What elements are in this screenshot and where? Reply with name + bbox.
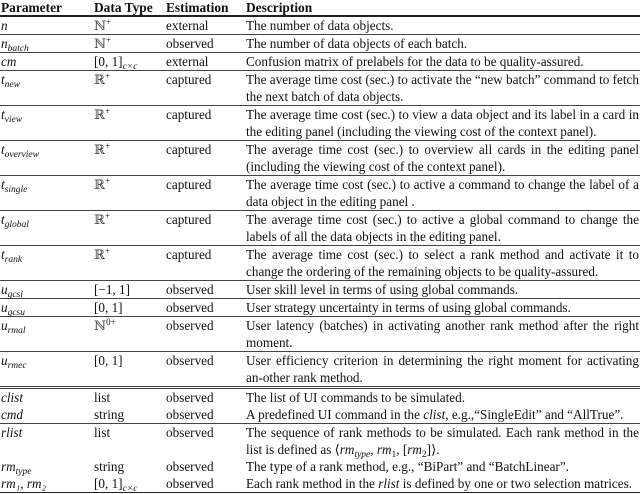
description-text: clist bbox=[423, 407, 446, 422]
parameter-cell bbox=[0, 35, 93, 53]
description-cell bbox=[245, 71, 640, 106]
description-text: A predefined UI command in the bbox=[246, 407, 424, 422]
data-type-value: [0, 1] bbox=[94, 353, 123, 368]
data-type-superscript: + bbox=[104, 106, 111, 116]
data-type-superscript: 0+ bbox=[106, 317, 116, 327]
estimation-cell: external bbox=[165, 16, 245, 35]
parameter-symbol: t bbox=[1, 247, 5, 262]
description-cell bbox=[245, 211, 640, 246]
estimation-cell: observed bbox=[165, 475, 245, 493]
parameter-symbol: t bbox=[1, 107, 5, 122]
parameter-subscript: gcsl bbox=[7, 290, 23, 300]
parameter-subscript: global bbox=[4, 220, 29, 230]
estimation-cell: captured bbox=[165, 176, 245, 211]
data-type-value: string bbox=[94, 407, 125, 422]
parameter-symbol: u bbox=[1, 353, 8, 368]
data-type-cell bbox=[93, 211, 165, 246]
description-text: 2 bbox=[421, 450, 427, 460]
estimation-cell: captured bbox=[165, 71, 245, 106]
data-type-cell bbox=[93, 352, 165, 388]
parameter-cell bbox=[0, 388, 93, 407]
description-text: The average time cost (sec.) to select a rank method and activate it to change the ordering of the remaining objects to be quality-assured. bbox=[246, 247, 639, 279]
table-row bbox=[0, 352, 640, 388]
parameter-subscript: gcsu bbox=[7, 308, 26, 318]
description-text: User efficiency criterion in determining the right moment for activating an-other rank method. bbox=[246, 353, 639, 385]
estimation-cell: observed bbox=[166, 390, 214, 405]
parameter-cell bbox=[0, 406, 93, 424]
parameter-subscript: rmal bbox=[7, 326, 26, 336]
estimation-cell: captured bbox=[165, 141, 245, 176]
parameter-symbol: u bbox=[1, 318, 8, 333]
description-cell bbox=[245, 35, 640, 53]
estimation-cell: observed bbox=[165, 281, 245, 299]
parameter-cell bbox=[0, 16, 93, 35]
description-text: The number of data objects of each batch. bbox=[246, 36, 468, 51]
table-row bbox=[0, 388, 640, 407]
description-cell bbox=[245, 141, 640, 176]
table-row bbox=[0, 71, 640, 106]
parameter-subscript: rank bbox=[4, 255, 23, 265]
data-type-cell bbox=[93, 106, 165, 141]
data-type-cell bbox=[93, 388, 165, 407]
parameter-cell bbox=[0, 211, 93, 246]
data-type-superscript: + bbox=[104, 211, 111, 221]
table-row bbox=[0, 458, 640, 475]
data-type-value: [0, 1] bbox=[94, 476, 123, 491]
data-type-cell bbox=[93, 458, 165, 475]
table-row bbox=[0, 106, 640, 141]
estimation-cell: observed bbox=[165, 299, 245, 317]
description-text: Each rank method in the bbox=[246, 476, 379, 491]
parameter-cell bbox=[0, 281, 93, 299]
data-type-cell bbox=[93, 475, 165, 493]
data-type-value: ℝ bbox=[94, 142, 105, 157]
parameter-cell bbox=[0, 424, 93, 459]
table-row bbox=[0, 424, 640, 459]
estimation-cell: captured bbox=[165, 211, 245, 246]
description-text: User strategy uncertainty in terms of using global commands. bbox=[246, 300, 571, 315]
description-cell bbox=[245, 388, 640, 407]
table-body bbox=[0, 16, 640, 493]
description-text: The average time cost (sec.) to active a command to change the label of a data object in the editing panel . bbox=[246, 177, 639, 209]
data-type-value: [0, 1] bbox=[94, 54, 123, 69]
description-cell bbox=[245, 106, 640, 141]
estimation-cell: observed bbox=[165, 317, 245, 352]
header-description: Description bbox=[245, 0, 640, 16]
description-text: rm bbox=[376, 442, 392, 457]
data-type-value: ℕ bbox=[94, 318, 107, 333]
table-row bbox=[0, 317, 640, 352]
parameter-symbol: t bbox=[1, 177, 5, 192]
description-text: The average time cost (sec.) to overview all cards in the editing panel (including the viewing cost of the context panel). bbox=[246, 142, 639, 174]
parameter-symbol: rm bbox=[1, 459, 16, 474]
table-row bbox=[0, 475, 640, 493]
estimation-cell: captured bbox=[165, 246, 245, 281]
data-type-cell bbox=[93, 406, 165, 424]
table-row bbox=[0, 35, 640, 53]
data-type-value: string bbox=[94, 459, 125, 474]
parameter-cell bbox=[0, 352, 93, 388]
header-estimation: Estimation bbox=[165, 0, 245, 16]
data-type-subscript: c×c bbox=[122, 62, 138, 72]
description-cell bbox=[245, 406, 640, 424]
description-text: The sequence of rank methods to be simulated. Each rank method in the list is defined as ⟨ bbox=[246, 425, 639, 457]
description-text: The type of a rank method, e.g., “BiPart” and “BatchLinear”. bbox=[246, 459, 569, 474]
estimation-cell: observed bbox=[165, 35, 245, 53]
description-text: , bbox=[370, 442, 377, 457]
description-text: rm bbox=[407, 442, 422, 457]
data-type-cell bbox=[93, 176, 165, 211]
data-type-cell bbox=[93, 35, 165, 53]
table-row bbox=[0, 141, 640, 176]
data-type-value: ℝ bbox=[94, 177, 105, 192]
data-type-cell bbox=[93, 317, 165, 352]
data-type-superscript: + bbox=[106, 17, 112, 27]
data-type-cell bbox=[93, 16, 165, 35]
parameter-symbol: rm₁, rm₂ bbox=[1, 476, 47, 491]
table-row bbox=[0, 16, 640, 35]
estimation-cell: observed bbox=[165, 406, 245, 424]
description-text: , [ bbox=[396, 442, 408, 457]
parameter-subscript: new bbox=[4, 80, 20, 90]
data-type-cell bbox=[93, 71, 165, 106]
data-type-superscript: + bbox=[104, 246, 111, 256]
description-cell bbox=[245, 53, 640, 71]
data-type-superscript: + bbox=[104, 141, 111, 151]
data-type-cell bbox=[93, 299, 165, 317]
description-text: , e.g.,“SingleEdit” and “AllTrue”. bbox=[445, 407, 624, 422]
parameter-symbol: t bbox=[1, 212, 5, 227]
table-row bbox=[0, 281, 640, 299]
description-text: rm bbox=[339, 442, 355, 457]
estimation-cell: external bbox=[165, 53, 245, 71]
data-type-value: ℝ bbox=[94, 212, 105, 227]
data-type-value: ℝ bbox=[94, 107, 105, 122]
data-type-value: ℕ bbox=[94, 36, 107, 51]
data-type-cell bbox=[93, 424, 165, 459]
description-text: ]⟩. bbox=[426, 442, 440, 457]
data-type-value: ℝ bbox=[94, 72, 105, 87]
parameter-symbol: cmd bbox=[1, 407, 23, 422]
parameter-symbol: rlist bbox=[1, 425, 23, 440]
estimation-cell: captured bbox=[165, 106, 245, 141]
data-type-value: [−1, 1] bbox=[94, 282, 131, 297]
parameter-cell bbox=[0, 141, 93, 176]
description-text: The list of UI commands to be simulated. bbox=[246, 390, 466, 405]
data-type-cell bbox=[93, 246, 165, 281]
data-type-cell bbox=[93, 53, 165, 71]
description-cell bbox=[245, 458, 640, 475]
data-type-cell bbox=[93, 281, 165, 299]
parameter-symbol: t bbox=[1, 72, 5, 87]
data-type-value: ℝ bbox=[94, 247, 105, 262]
parameter-symbol: clist bbox=[1, 390, 23, 405]
description-cell bbox=[245, 16, 640, 35]
table-row bbox=[0, 53, 640, 71]
description-text: The average time cost (sec.) to active a global command to change the labels of all the data objects in the editing panel. bbox=[246, 212, 639, 244]
parameter-cell bbox=[0, 299, 93, 317]
description-text: type bbox=[354, 450, 371, 460]
parameter-symbol: u bbox=[1, 300, 8, 315]
description-cell bbox=[245, 352, 640, 388]
parameter-subscript: single bbox=[4, 185, 28, 195]
description-cell bbox=[245, 246, 640, 281]
description-text: is defined by one or two selection matrices. bbox=[399, 476, 633, 491]
data-type-superscript: + bbox=[106, 35, 112, 45]
data-type-value: list bbox=[94, 425, 111, 440]
estimation-cell: observed bbox=[166, 459, 214, 474]
description-cell bbox=[245, 176, 640, 211]
description-cell bbox=[245, 299, 640, 317]
data-type-value: ℕ bbox=[94, 18, 107, 33]
data-type-superscript: + bbox=[104, 176, 111, 186]
description-text: User skill level in terms of using global commands. bbox=[246, 282, 519, 297]
description-cell bbox=[245, 424, 640, 459]
parameter-symbol: n bbox=[1, 18, 8, 33]
table-row bbox=[0, 176, 640, 211]
parameter-subscript: batch bbox=[7, 44, 29, 54]
table-row bbox=[0, 406, 640, 424]
description-text: Confusion matrix of prelabels for the data to be quality-assured. bbox=[246, 54, 584, 69]
data-type-subscript: c×c bbox=[122, 484, 138, 494]
estimation-cell: observed bbox=[165, 352, 245, 388]
parameter-subscript: rmec bbox=[7, 361, 27, 371]
parameter-symbol: n bbox=[1, 36, 8, 51]
table-row bbox=[0, 211, 640, 246]
estimation-cell: observed bbox=[166, 425, 214, 440]
description-cell bbox=[245, 281, 640, 299]
description-text: The average time cost (sec.) to view a data object and its label in a card in the editing panel (including the viewing cost of the context panel). bbox=[246, 107, 639, 139]
parameter-symbol: u bbox=[1, 282, 8, 297]
parameter-symbol: cm bbox=[1, 54, 17, 69]
table-header-row bbox=[0, 0, 640, 16]
table-row bbox=[0, 299, 640, 317]
parameter-cell bbox=[0, 71, 93, 106]
description-text: The number of data objects. bbox=[246, 18, 394, 33]
description-text: 1 bbox=[391, 450, 397, 460]
parameter-cell bbox=[0, 106, 93, 141]
parameter-cell bbox=[0, 246, 93, 281]
description-text: rlist bbox=[378, 476, 400, 491]
description-text: The average time cost (sec.) to activate the “new batch” command to fetch the next batch of data objects. bbox=[246, 72, 639, 104]
parameter-subscript: overview bbox=[4, 150, 39, 160]
data-type-value: list bbox=[94, 390, 111, 405]
data-type-superscript: + bbox=[104, 71, 111, 81]
parameter-cell bbox=[0, 458, 93, 475]
table-row bbox=[0, 246, 640, 281]
description-text: User latency (batches) in activating another rank method after the right moment. bbox=[246, 318, 639, 350]
parameter-subscript: view bbox=[4, 115, 23, 125]
header-parameter: Parameter bbox=[0, 0, 93, 16]
parameter-symbol: t bbox=[1, 142, 5, 157]
data-type-value: [0, 1] bbox=[94, 300, 123, 315]
parameter-cell bbox=[0, 317, 93, 352]
parameter-cell bbox=[0, 176, 93, 211]
description-cell bbox=[245, 475, 640, 493]
header-data-type: Data Type bbox=[93, 0, 165, 16]
parameter-subscript: type bbox=[15, 467, 32, 477]
data-type-cell bbox=[93, 141, 165, 176]
description-cell bbox=[245, 317, 640, 352]
parameter-cell bbox=[0, 475, 93, 493]
parameter-cell bbox=[0, 53, 93, 71]
